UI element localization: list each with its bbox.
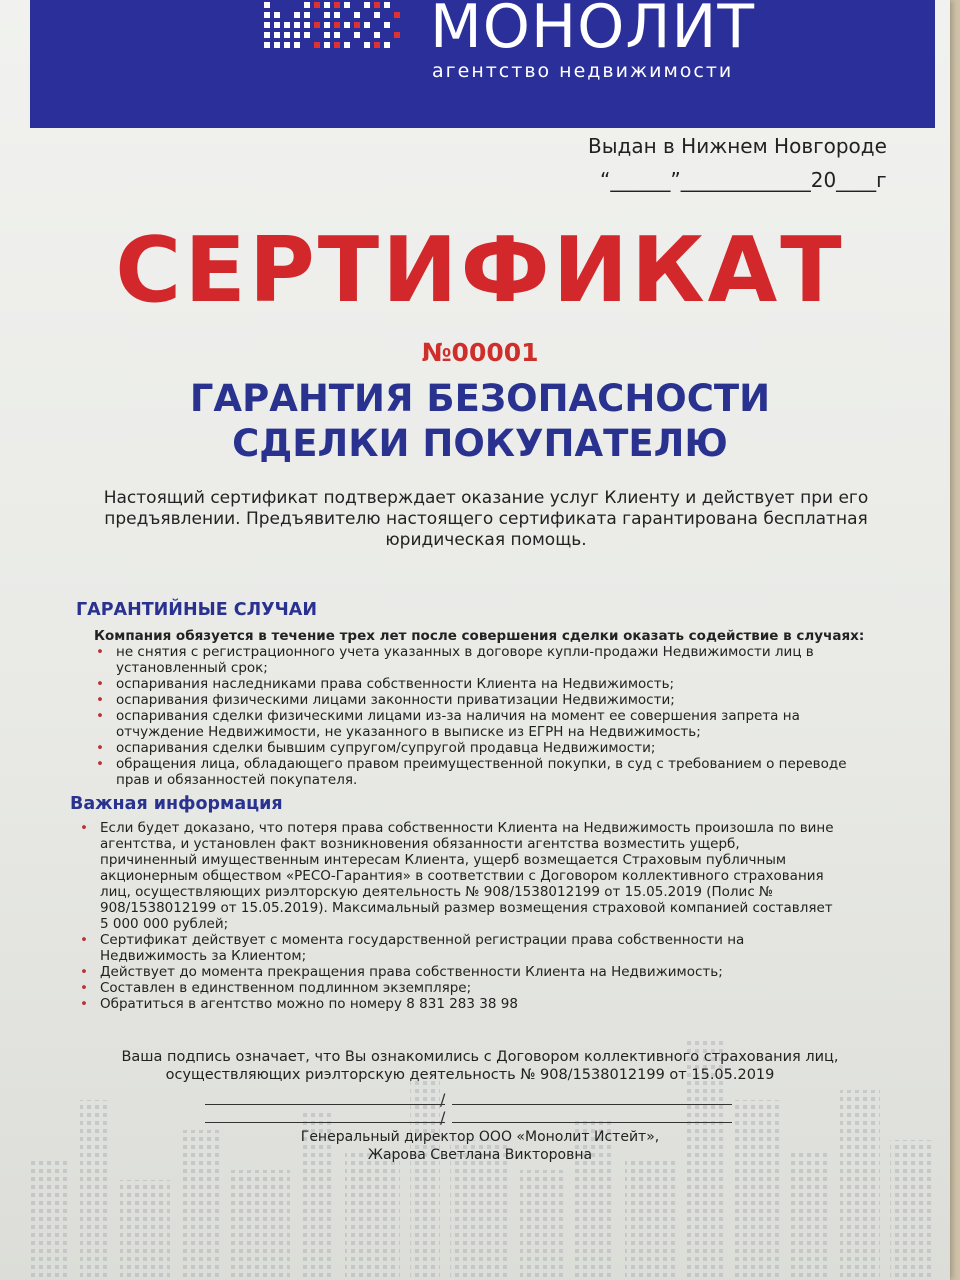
list-item: • не снятия с регистрационного учета указанных в договоре купли-продажи Недвижимости лиц в установленный срок; [96, 644, 876, 676]
signature-notice-line-2: осуществляющих риэлторскую деятельность № 908/1538012199 от 15.05.2019 [165, 1067, 775, 1083]
cases-heading: ГАРАНТИЙНЫЕ СЛУЧАИ [76, 600, 317, 620]
guarantee-heading [0, 376, 950, 466]
certificate-number: №00001 [421, 338, 539, 367]
signature-separator: / [440, 1090, 446, 1109]
list-item: • Составлен в единственном подлинном экземпляре; [80, 980, 840, 996]
guarantee-heading-line-2: СДЕЛКИ ПОКУПАТЕЛЮ [232, 422, 728, 465]
signature-notice-line-1: Ваша подпись означает, что Вы ознакомились с Договором коллективного страхования лиц, [121, 1049, 839, 1065]
monolith-logo-icon [262, 0, 412, 50]
certificate-intro: Настоящий сертификат подтверждает оказание услуг Клиенту и действует при его предъявлении. Предъявителю настоящего сертификата гарантирована бесплатная юридическая помощь. [103, 488, 869, 550]
brand-subtitle: агентство недвижимости [432, 60, 734, 82]
list-item: • оспаривания наследниками права собственности Клиента на Недвижимость; [96, 676, 876, 692]
issued-place: Выдан в Нижнем Новгороде [588, 134, 887, 158]
list-item: • Действует до момента прекращения права собственности Клиента на Недвижимость; [80, 964, 840, 980]
certificate-title: СЕРТИФИКАТ [115, 218, 845, 323]
header-band [30, 0, 935, 128]
brand-name: МОНОЛИТ [430, 0, 755, 62]
list-item: • Если будет доказано, что потеря права собственности Клиента на Недвижимость произошла по вине агентства, и установлен факт возникновения обязанности агентства возместить ущерб, причиненный имущественным интересам Клиента, ущерб возмещается Страховым публичным акционерным обществом «РЕСО-Гарантия» в соответствии с Договором коллективного страхования лиц, осуществляющих риэлторскую деятельность № 908/1538012199 от 15.05.2019 (Полис № 908/1538012199 от 15.05.2019). Максимальный размер возмещения страховой компанией составляет 5 000 000 рублей; [80, 820, 840, 932]
info-list [80, 820, 840, 1012]
guarantee-heading-line-1: ГАРАНТИЯ БЕЗОПАСНОСТИ [189, 377, 771, 420]
list-item: • оспаривания сделки бывшим супругом/супругой продавца Недвижимости; [96, 740, 876, 756]
list-item: • Сертификат действует с момента государственной регистрации права собственности на Недвижимость за Клиентом; [80, 932, 840, 964]
signature-name-line [452, 1104, 732, 1105]
issue-date-line: “______”_____________20____г [600, 168, 887, 192]
info-heading: Важная информация [70, 794, 283, 814]
list-item: • Обратиться в агентство можно по номеру 8 831 283 38 98 [80, 996, 840, 1012]
cases-list [96, 644, 876, 788]
list-item: • оспаривания сделки физическими лицами из-за наличия на момент ее совершения запрета на отчуждение Недвижимости, не указанного в выписке из ЕГРН на Недвижимость; [96, 708, 876, 740]
director-title: Генеральный директор ООО «Монолит Истейт», [300, 1129, 660, 1145]
cases-lead: Компания обязуется в течение трех лет после совершения сделки оказать содействие в случаях: [94, 628, 865, 644]
list-item: • оспаривания физическими лицами законности приватизации Недвижимости; [96, 692, 876, 708]
signature-line [205, 1104, 445, 1105]
signature-name-line-2 [452, 1122, 732, 1123]
list-item: • обращения лица, обладающего правом преимущественной покупки, в суд с требованием о переводе прав и обязанностей покупателя. [96, 756, 876, 788]
director-name: Жарова Светлана Викторовна [367, 1147, 593, 1163]
signature-line-2 [205, 1122, 445, 1123]
signature-separator-2: / [440, 1108, 446, 1127]
